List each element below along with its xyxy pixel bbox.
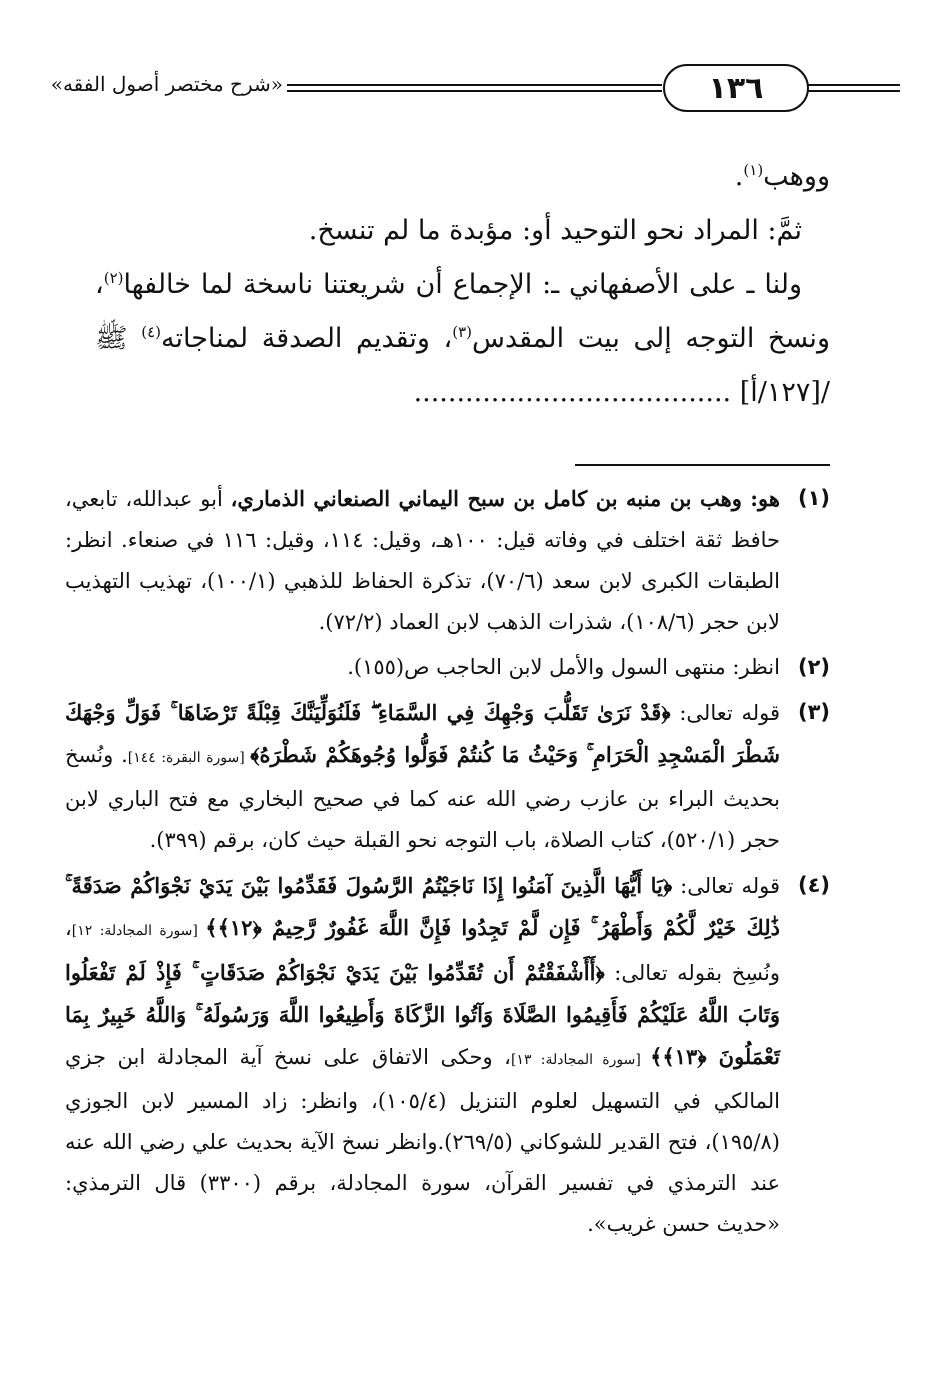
- footnote-ref-4: (٤): [141, 323, 161, 341]
- footnote-3: [65, 692, 830, 861]
- footnote-ref-1: (١): [743, 161, 764, 179]
- footnote-text: قوله تعالى: ﴿يَا أَيُّهَا الَّذِينَ آمَنُوا إِذَا نَاجَيْتُمُ الرَّسُولَ فَقَدِّمُوا بَيْنَ يَدَيْ نَجْوَاكُمْ صَدَقَةً ۚ ذَٰلِكَ خَيْرٌ لَّكُمْ وَأَطْهَرُ ۚ فَإِن لَّمْ تَجِدُوا فَإِنَّ اللَّهَ غَفُورٌ رَّحِيمٌ ﴿١٢﴾﴾ [سورة المجادلة: ١٢]، ونُسِخ بقوله تعالى: ﴿أَأَشْفَقْتُمْ أَن تُقَدِّمُوا بَيْنَ يَدَيْ نَجْوَاكُمْ صَدَقَاتٍ ۚ فَإِذْ لَمْ تَفْعَلُوا وَتَابَ اللَّهُ عَلَيْكُمْ فَأَقِيمُوا الصَّلَاةَ وَآتُوا الزَّكَاةَ وَأَطِيعُوا اللَّهَ وَرَسُولَهُ ۚ وَاللَّهُ خَبِيرٌ بِمَا تَعْمَلُونَ ﴿١٣﴾﴾ [سورة المجادلة: ١٣]، وحكى الاتفاق على نسخ آية المجادلة ابن جزي المالكي في التسهيل لعلوم التنزيل (١٠٥/٤)، وانظر: زاد المسير لابن الجوزي (١٩٥/٨)، فتح القدير للشوكاني (٢٦٩/٥).وانظر نسخ الآية بحديث علي رضي الله عنه عند الترمذي في تفسير القرآن، سورة المجادلة، برقم (٣٣٠٠) قال الترمذي: «حديث حسن غريب».: [65, 873, 781, 1236]
- header-rule-left: [287, 84, 662, 92]
- footnote-number: (٣): [797, 700, 830, 724]
- footnote-4: [65, 865, 830, 1245]
- footnote-text: انظر: منتهى السول والأمل لابن الحاجب ص(١٥٥).: [347, 655, 780, 679]
- footnote-number: (١): [797, 486, 830, 510]
- surah-reference: [سورة المجادلة: ١٣]: [510, 1052, 651, 1068]
- surah-reference: [سورة البقرة: ١٤٤]: [127, 750, 251, 766]
- page-header: [50, 62, 900, 120]
- main-text: [95, 150, 830, 420]
- footnote-text: قوله تعالى: ﴿قَدْ نَرَىٰ تَقَلُّبَ وَجْهِكَ فِي السَّمَاءِ ۖ فَلَنُوَلِّيَنَّكَ قِبْلَةً تَرْضَاهَا ۚ فَوَلِّ وَجْهَكَ شَطْرَ الْمَسْجِدِ الْحَرَامِ ۚ وَحَيْثُ مَا كُنتُمْ فَوَلُّوا وُجُوهَكُمْ شَطْرَهُ﴾ [سورة البقرة: ١٤٤]. ونُسخ بحديث البراء بن عازب رضي الله عنه كما في صحيح البخاري مع فتح الباري لابن حجر (٥٢٠/١)، كتاب الصلاة، باب التوجه نحو القبلة حيث كان، برقم (٣٩٩).: [65, 700, 781, 852]
- footnote-number: (٢): [797, 655, 830, 679]
- footnote-separator: [575, 464, 830, 466]
- running-title: «شرح مختصر أصول الفقه»: [50, 72, 283, 96]
- page-number: ١٣٦: [708, 70, 764, 106]
- footnote-2: [65, 647, 830, 688]
- quran-verse: ﴿أَأَشْفَقْتُمْ أَن تُقَدِّمُوا بَيْنَ يَدَيْ نَجْوَاكُمْ صَدَقَاتٍ ۚ فَإِذْ لَمْ تَفْعَلُوا وَتَابَ اللَّهُ عَلَيْكُمْ فَأَقِيمُوا الصَّلَاةَ وَآتُوا الزَّكَاةَ وَأَطِيعُوا اللَّهَ وَرَسُولَهُ ۚ وَاللَّهُ خَبِيرٌ بِمَا تَعْمَلُونَ ﴿١٣﴾﴾: [65, 960, 780, 1069]
- quran-verse: ﴿يَا أَيُّهَا الَّذِينَ آمَنُوا إِذَا نَاجَيْتُمُ الرَّسُولَ فَقَدِّمُوا بَيْنَ يَدَيْ نَجْوَاكُمْ صَدَقَةً ۚ ذَٰلِكَ خَيْرٌ لَّكُمْ وَأَطْهَرُ ۚ فَإِن لَّمْ تَجِدُوا فَإِنَّ اللَّهَ غَفُورٌ رَّحِيمٌ ﴿١٢﴾﴾: [65, 873, 780, 940]
- page-number-frame: [663, 64, 809, 112]
- footnote-text: هو: وهب بن منبه بن كامل بن سبح اليماني الصنعاني الذماري، أبو عبدالله، تابعي، حافظ ثقة اختلف في وفاته قيل: ١٠٠هـ، وقيل: ١١٤، وقيل: ١١٦ في صنعاء. انظر: الطبقات الكبرى لابن سعد (٧٠/٦)، تذكرة الحفاظ للذهبي (١٠٠/١)، تهذيب التهذيب لابن حجر (١٠٨/٦)، شذرات الذهب لابن العماد (٧٢/٢).: [65, 486, 781, 634]
- footnote-1: [65, 478, 830, 643]
- footnote-ref-2: (٢): [103, 269, 124, 287]
- footnote-ref-3: (٣): [452, 323, 472, 341]
- footnotes: [65, 478, 830, 1249]
- footnote-number: (٤): [797, 873, 830, 897]
- dotted-leader: .....................................: [413, 377, 732, 408]
- surah-reference: [سورة المجادلة: ١٢]: [71, 923, 206, 939]
- quran-verse: ﴿قَدْ نَرَىٰ تَقَلُّبَ وَجْهِكَ فِي السَّمَاءِ ۖ فَلَنُوَلِّيَنَّكَ قِبْلَةً تَرْضَاهَا ۚ فَوَلِّ وَجْهَكَ شَطْرَ الْمَسْجِدِ الْحَرَامِ ۚ وَحَيْثُ مَا كُنتُمْ فَوَلُّوا وُجُوهَكُمْ شَطْرَهُ﴾: [65, 700, 780, 767]
- text-line-2: ثمَّ: المراد نحو التوحيد أو: مؤبدة ما لم تنسخ.: [308, 215, 802, 246]
- main-paragraph: ولنا ـ على الأصفهاني ـ: الإجماع أن شريعتنا ناسخة لما خالفها$^{(٢)}$، ونسخ التوجه إلى بيت المقدس$^{(٣)}$، وتقديم الصدقة لمناجاته$^{(٤)}$ ﷺ /[١٢٧/أ] .....................................: [95, 269, 830, 408]
- text-line-1: ووهب$^{(١)}$.: [734, 161, 830, 192]
